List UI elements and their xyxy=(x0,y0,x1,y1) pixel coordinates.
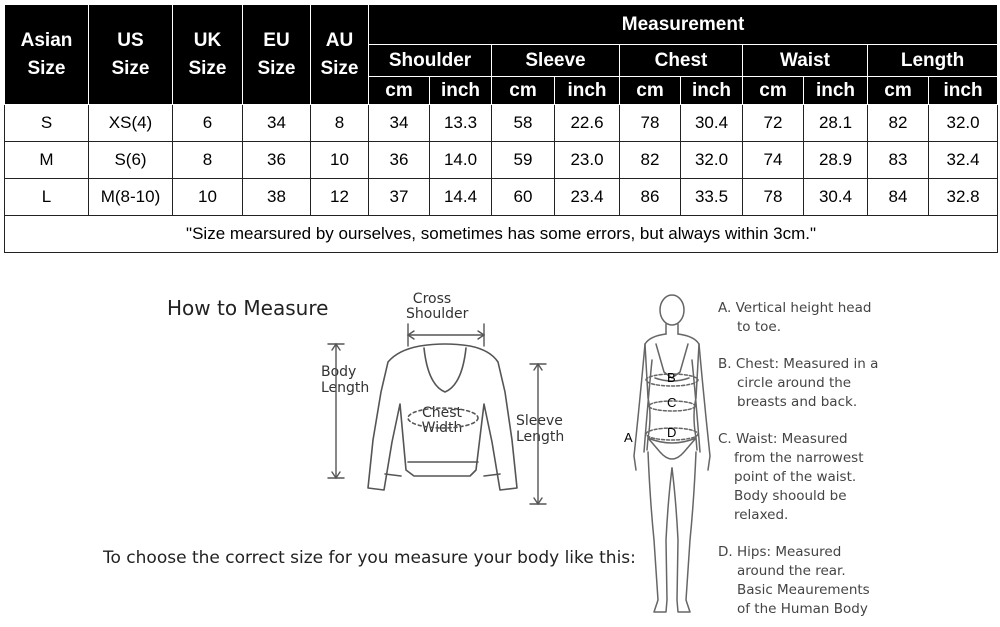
table-cell: 32.4 xyxy=(929,142,998,179)
table-cell: XS(4) xyxy=(89,105,173,142)
header-measure-group: Shoulder xyxy=(369,45,492,77)
header-unit: inch xyxy=(430,77,492,105)
note-a-line2: to toe. xyxy=(737,319,781,335)
header-unit: inch xyxy=(804,77,868,105)
table-row xyxy=(5,179,998,216)
table-cell: 28.1 xyxy=(804,105,868,142)
table-cell: S(6) xyxy=(89,142,173,179)
header-unit: cm xyxy=(868,77,929,105)
header-line: UK xyxy=(193,29,222,51)
header-line: US xyxy=(117,29,144,51)
table-cell: 32.0 xyxy=(929,105,998,142)
table-cell: 8 xyxy=(173,142,243,179)
header-size-system xyxy=(243,5,311,105)
table-cell: 82 xyxy=(620,142,681,179)
header-unit: cm xyxy=(620,77,681,105)
note-b xyxy=(718,355,898,412)
header-line: AU xyxy=(325,29,354,51)
note-a xyxy=(718,299,898,337)
sweater-diagram xyxy=(320,318,560,518)
table-cell: 74 xyxy=(743,142,804,179)
size-chart-table xyxy=(4,4,998,253)
header-measure-group: Length xyxy=(868,45,998,77)
table-cell: 22.6 xyxy=(555,105,620,142)
header-size-system xyxy=(5,5,89,105)
table-cell: 13.3 xyxy=(430,105,492,142)
table-cell: 60 xyxy=(492,179,555,216)
table-cell: 86 xyxy=(620,179,681,216)
table-cell: 10 xyxy=(311,142,369,179)
sleeve-length-label-line2: Length xyxy=(516,429,565,445)
cross-shoulder-label-line1: Cross xyxy=(412,291,452,307)
header-size-system xyxy=(89,5,173,105)
table-cell: 23.0 xyxy=(555,142,620,179)
marker-a: A xyxy=(624,430,633,445)
table-cell: 6 xyxy=(173,105,243,142)
table-cell: 23.4 xyxy=(555,179,620,216)
header-measure-group: Sleeve xyxy=(492,45,620,77)
table-cell: 36 xyxy=(243,142,311,179)
body-figure xyxy=(615,290,715,622)
note-d-line3: Basic Meaurements xyxy=(737,582,870,598)
table-cell: 37 xyxy=(369,179,430,216)
table-cell: 36 xyxy=(369,142,430,179)
table-cell: 32.8 xyxy=(929,179,998,216)
header-measure-group: Chest xyxy=(620,45,743,77)
note-d xyxy=(718,543,898,619)
note-c-line3: point of the waist. xyxy=(734,469,857,485)
table-cell: 72 xyxy=(743,105,804,142)
table-cell: 28.9 xyxy=(804,142,868,179)
table-cell: 78 xyxy=(743,179,804,216)
header-line: Size xyxy=(27,57,66,79)
header-line: Size xyxy=(188,57,227,79)
marker-c: C xyxy=(667,395,677,410)
body-notes xyxy=(718,299,898,619)
header-unit: inch xyxy=(555,77,620,105)
table-cell: L xyxy=(5,179,89,216)
table-cell: 34 xyxy=(369,105,430,142)
table-cell: 30.4 xyxy=(681,105,743,142)
table-cell: M(8-10) xyxy=(89,179,173,216)
header-measurement: Measurement xyxy=(369,5,998,45)
table-cell: 78 xyxy=(620,105,681,142)
sleeve-length-label-line1: Sleeve xyxy=(516,413,563,429)
header-size-system xyxy=(311,5,369,105)
table-cell: 82 xyxy=(868,105,929,142)
cross-shoulder-label-line2: Shoulder xyxy=(406,306,469,322)
table-cell: 59 xyxy=(492,142,555,179)
table-cell: 34 xyxy=(243,105,311,142)
header-unit: inch xyxy=(929,77,998,105)
note-c-line4: Body shoould be xyxy=(734,488,847,504)
chest-width-label-line2: Width xyxy=(421,420,463,436)
note-c xyxy=(718,430,898,525)
body-length-label-line1: Body xyxy=(321,364,357,380)
header-line: Size xyxy=(111,57,150,79)
measure-instruction: To choose the correct size for you measure your body like this: xyxy=(103,548,636,568)
table-cell: 8 xyxy=(311,105,369,142)
table-cell: 14.0 xyxy=(430,142,492,179)
header-measure-group: Waist xyxy=(743,45,868,77)
note-d-line4: of the Human Body xyxy=(737,601,868,617)
table-row xyxy=(5,105,998,142)
table-row xyxy=(5,142,998,179)
table-cell: 12 xyxy=(311,179,369,216)
size-note: "Size mearsured by ourselves, sometimes has some errors, but always within 3cm." xyxy=(5,216,998,253)
table-cell: 38 xyxy=(243,179,311,216)
table-row-note xyxy=(5,216,998,253)
header-size-system xyxy=(173,5,243,105)
chest-width-label-line1: Chest xyxy=(421,405,463,421)
table-cell: M xyxy=(5,142,89,179)
table-cell: 83 xyxy=(868,142,929,179)
note-a-line1: A. Vertical height head xyxy=(718,300,872,316)
note-c-line2: from the narrowest xyxy=(734,450,864,466)
note-c-line5: relaxed. xyxy=(734,507,789,523)
note-b-line2: circle around the xyxy=(737,375,852,391)
note-d-line1: D. Hips: Measured xyxy=(718,544,842,560)
body-length-label-line2: Length xyxy=(321,380,370,396)
note-b-line1: B. Chest: Measured in a xyxy=(718,356,879,372)
header-unit: cm xyxy=(743,77,804,105)
header-unit: inch xyxy=(681,77,743,105)
header-line: EU xyxy=(263,29,290,51)
marker-d: D xyxy=(667,425,677,440)
how-to-measure-title: How to Measure xyxy=(167,296,329,320)
header-unit: cm xyxy=(369,77,430,105)
table-cell: 32.0 xyxy=(681,142,743,179)
table-cell: 84 xyxy=(868,179,929,216)
table-cell: 33.5 xyxy=(681,179,743,216)
table-cell: 14.4 xyxy=(430,179,492,216)
note-b-line3: breasts and back. xyxy=(737,394,858,410)
note-c-line1: C. Waist: Measured xyxy=(718,431,848,447)
marker-b: B xyxy=(667,370,676,385)
table-cell: 30.4 xyxy=(804,179,868,216)
table-cell: S xyxy=(5,105,89,142)
note-d-line2: around the rear. xyxy=(737,563,846,579)
table-cell: 10 xyxy=(173,179,243,216)
header-line: Size xyxy=(320,57,359,79)
header-line: Size xyxy=(257,57,296,79)
header-line: Asian xyxy=(20,29,73,51)
table-cell: 58 xyxy=(492,105,555,142)
header-unit: cm xyxy=(492,77,555,105)
